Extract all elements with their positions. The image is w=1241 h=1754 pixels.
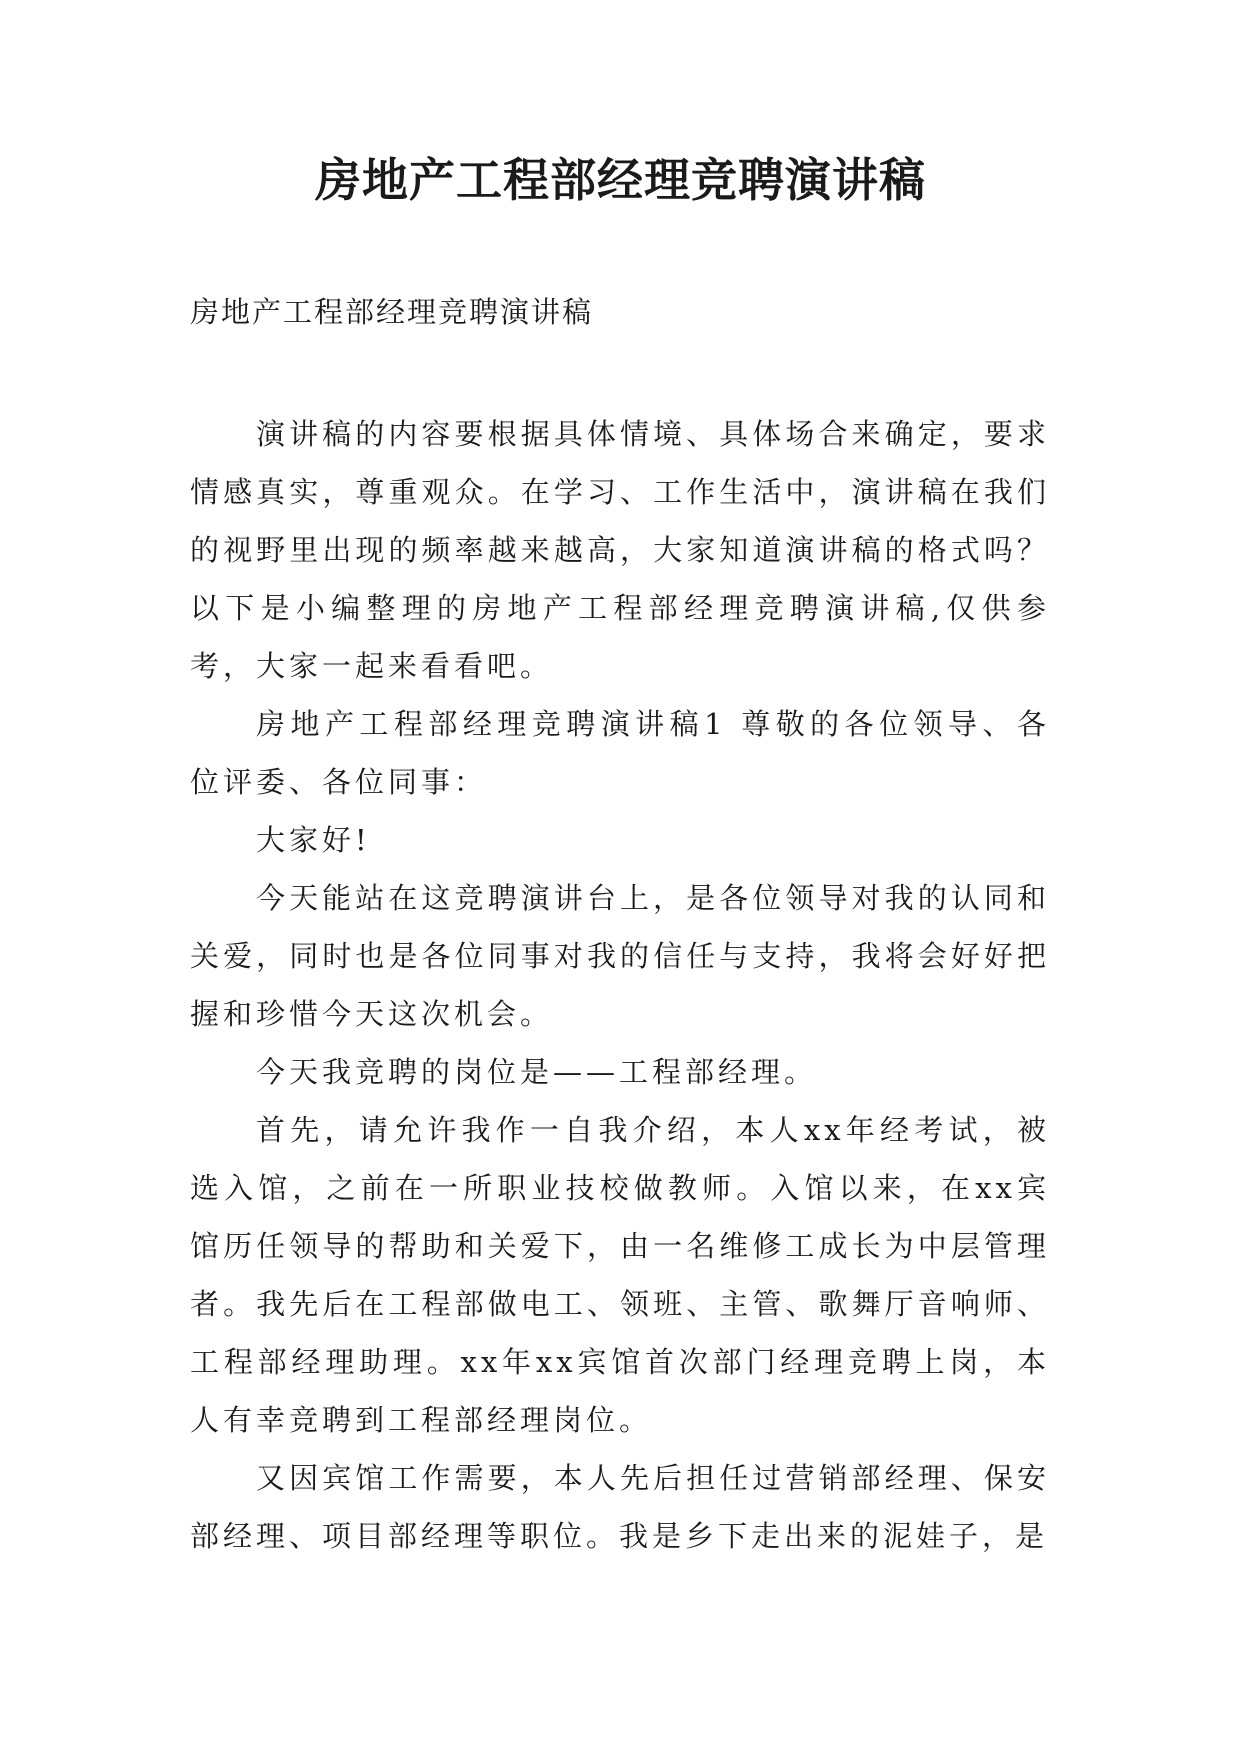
document-title: 房地产工程部经理竞聘演讲稿 xyxy=(315,153,926,207)
paragraph-experience: 又因宾馆工作需要，本人先后担任过营销部经理、保安部经理、项目部经理等职位。我是乡下走出来的泥娃子，是 xyxy=(190,1461,1050,1553)
paragraph-position: 今天我竞聘的岗位是——工程部经理。 xyxy=(256,1055,818,1089)
document-subtitle: 房地产工程部经理竞聘演讲稿 xyxy=(190,295,594,329)
document-body xyxy=(190,405,1050,1565)
paragraph-opening: 今天能站在这竞聘演讲台上，是各位领导对我的认同和关爱，同时也是各位同事对我的信任与支持，我将会好好把握和珍惜今天这次机会。 xyxy=(190,881,1050,1031)
paragraph-self-introduction: 首先，请允许我作一自我介绍，本人xx年经考试，被选入馆，之前在一所职业技校做教师。入馆以来，在xx宾馆历任领导的帮助和关爱下，由一名维修工成长为中层管理者。我先后在工程部做电工、领班、主管、歌舞厅音响师、工程部经理助理。xx年xx宾馆首次部门经理竞聘上岗，本人有幸竞聘到工程部经理岗位。 xyxy=(190,1113,1050,1437)
paragraph-greeting: 大家好! xyxy=(256,823,371,857)
paragraph-intro: 演讲稿的内容要根据具体情境、具体场合来确定，要求情感真实，尊重观众。在学习、工作生活中，演讲稿在我们的视野里出现的频率越来越高，大家知道演讲稿的格式吗？以下是小编整理的房地产工程部经理竞聘演讲稿,仅供参考，大家一起来看看吧。 xyxy=(190,417,1050,683)
paragraph-salutation: 房地产工程部经理竞聘演讲稿1 尊敬的各位领导、各位评委、各位同事： xyxy=(190,707,1050,799)
